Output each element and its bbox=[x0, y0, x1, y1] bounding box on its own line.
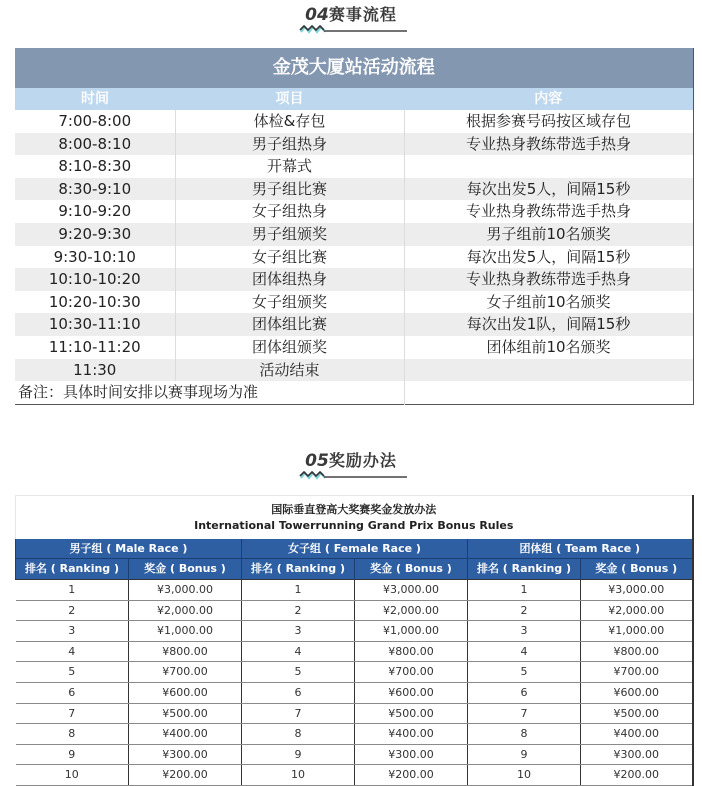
cell-ranking: 3 bbox=[468, 621, 581, 642]
section-number: 05 bbox=[305, 451, 329, 471]
cell-item: 团体组颁奖 bbox=[175, 336, 404, 359]
cell-content bbox=[404, 155, 693, 178]
bonus-row bbox=[16, 621, 693, 642]
cell-item: 男子组比赛 bbox=[175, 178, 404, 201]
bonus-caption bbox=[16, 496, 693, 540]
bonus-title-cn: 国际垂直登高大奖赛奖金发放办法 bbox=[271, 502, 437, 516]
cell-bonus: ¥600.00 bbox=[355, 682, 468, 703]
cell-ranking: 6 bbox=[16, 682, 129, 703]
cell-bonus: ¥400.00 bbox=[581, 724, 693, 745]
cell-ranking: 2 bbox=[16, 600, 129, 621]
cell-time: 8:00-8:10 bbox=[15, 133, 175, 156]
section-heading-bonus bbox=[0, 448, 702, 479]
cell-ranking: 6 bbox=[242, 682, 355, 703]
group-team: 团体组 ( Team Race ) bbox=[468, 539, 693, 559]
cell-time: 11:30 bbox=[15, 359, 175, 382]
bonus-row bbox=[16, 765, 693, 786]
header-bonus: 奖金 ( Bonus ) bbox=[129, 559, 242, 580]
cell-bonus: ¥300.00 bbox=[581, 744, 693, 765]
cell-item: 女子组比赛 bbox=[175, 246, 404, 269]
cell-ranking: 6 bbox=[468, 682, 581, 703]
header-item: 项目 bbox=[175, 88, 404, 110]
cell-content: 男子组前10名颁奖 bbox=[404, 223, 693, 246]
cell-bonus: ¥800.00 bbox=[129, 641, 242, 662]
cell-bonus: ¥600.00 bbox=[129, 682, 242, 703]
cell-bonus: ¥3,000.00 bbox=[129, 580, 242, 601]
schedule-row bbox=[15, 223, 693, 246]
cell-bonus: ¥200.00 bbox=[581, 765, 693, 786]
cell-ranking: 7 bbox=[16, 703, 129, 724]
cell-ranking: 5 bbox=[242, 662, 355, 683]
cell-time: 10:10-10:20 bbox=[15, 268, 175, 291]
cell-bonus: ¥500.00 bbox=[129, 703, 242, 724]
cell-content: 每次出发1队，间隔15秒 bbox=[404, 313, 693, 336]
cell-time: 7:00-8:00 bbox=[15, 110, 175, 133]
bonus-row bbox=[16, 580, 693, 601]
cell-content: 根据参赛号码按区域存包 bbox=[404, 110, 693, 133]
section-title: 赛事流程 bbox=[328, 5, 397, 24]
cell-ranking: 1 bbox=[468, 580, 581, 601]
cell-time: 9:20-9:30 bbox=[15, 223, 175, 246]
cell-time: 11:10-11:20 bbox=[15, 336, 175, 359]
cell-ranking: 8 bbox=[16, 724, 129, 745]
cell-bonus: ¥400.00 bbox=[129, 724, 242, 745]
cell-item: 活动结束 bbox=[175, 359, 404, 382]
group-male: 男子组 ( Male Race ) bbox=[16, 539, 242, 559]
cell-ranking: 9 bbox=[242, 744, 355, 765]
cell-time: 10:20-10:30 bbox=[15, 291, 175, 314]
cell-bonus: ¥3,000.00 bbox=[355, 580, 468, 601]
cell-content bbox=[404, 359, 693, 382]
cell-bonus: ¥1,000.00 bbox=[129, 621, 242, 642]
cell-bonus: ¥700.00 bbox=[355, 662, 468, 683]
cell-ranking: 2 bbox=[242, 600, 355, 621]
cell-bonus: ¥1,000.00 bbox=[355, 621, 468, 642]
schedule-row bbox=[15, 178, 693, 201]
cell-bonus: ¥2,000.00 bbox=[581, 600, 693, 621]
group-female: 女子组 ( Female Race ) bbox=[242, 539, 468, 559]
cell-ranking: 8 bbox=[242, 724, 355, 745]
section-number: 04 bbox=[305, 5, 329, 25]
cell-item: 团体组比赛 bbox=[175, 313, 404, 336]
cell-bonus: ¥200.00 bbox=[129, 765, 242, 786]
schedule-row bbox=[15, 336, 693, 359]
schedule-row bbox=[15, 291, 693, 314]
schedule-row bbox=[15, 110, 693, 133]
cell-ranking: 9 bbox=[16, 744, 129, 765]
bonus-table bbox=[15, 495, 694, 786]
cell-bonus: ¥300.00 bbox=[355, 744, 468, 765]
header-ranking: 排名 ( Ranking ) bbox=[16, 559, 129, 580]
schedule-table bbox=[15, 48, 694, 405]
cell-ranking: 8 bbox=[468, 724, 581, 745]
schedule-row bbox=[15, 133, 693, 156]
cell-ranking: 3 bbox=[242, 621, 355, 642]
header-ranking: 排名 ( Ranking ) bbox=[468, 559, 581, 580]
section-heading-schedule bbox=[0, 2, 702, 33]
cell-time: 9:10-9:20 bbox=[15, 200, 175, 223]
cell-content: 专业热身教练带选手热身 bbox=[404, 133, 693, 156]
bonus-row bbox=[16, 641, 693, 662]
cell-bonus: ¥800.00 bbox=[581, 641, 693, 662]
cell-ranking: 3 bbox=[16, 621, 129, 642]
cell-ranking: 1 bbox=[242, 580, 355, 601]
bonus-row bbox=[16, 662, 693, 683]
bonus-row bbox=[16, 724, 693, 745]
schedule-row bbox=[15, 246, 693, 269]
cell-content: 专业热身教练带选手热身 bbox=[404, 200, 693, 223]
cell-item: 开幕式 bbox=[175, 155, 404, 178]
cell-item: 体检&存包 bbox=[175, 110, 404, 133]
cell-ranking: 10 bbox=[16, 765, 129, 786]
header-time: 时间 bbox=[15, 88, 175, 110]
cell-bonus: ¥700.00 bbox=[129, 662, 242, 683]
bonus-row bbox=[16, 682, 693, 703]
bonus-row bbox=[16, 744, 693, 765]
cell-bonus: ¥800.00 bbox=[355, 641, 468, 662]
cell-bonus: ¥500.00 bbox=[355, 703, 468, 724]
schedule-title: 金茂大厦站活动流程 bbox=[15, 48, 693, 88]
cell-bonus: ¥3,000.00 bbox=[581, 580, 693, 601]
cell-content: 女子组前10名颁奖 bbox=[404, 291, 693, 314]
cell-content: 每次出发5人，间隔15秒 bbox=[404, 178, 693, 201]
cell-ranking: 4 bbox=[16, 641, 129, 662]
cell-time: 10:30-11:10 bbox=[15, 313, 175, 336]
cell-item: 女子组颁奖 bbox=[175, 291, 404, 314]
cell-bonus: ¥1,000.00 bbox=[581, 621, 693, 642]
cell-ranking: 4 bbox=[242, 641, 355, 662]
cell-ranking: 2 bbox=[468, 600, 581, 621]
section-title: 奖励办法 bbox=[328, 451, 397, 470]
cell-bonus: ¥600.00 bbox=[581, 682, 693, 703]
cell-item: 团体组热身 bbox=[175, 268, 404, 291]
empty-cell bbox=[404, 381, 693, 404]
schedule-row bbox=[15, 268, 693, 291]
schedule-note-row bbox=[15, 381, 693, 404]
cell-time: 9:30-10:10 bbox=[15, 246, 175, 269]
cell-ranking: 9 bbox=[468, 744, 581, 765]
cell-bonus: ¥500.00 bbox=[581, 703, 693, 724]
cell-ranking: 5 bbox=[16, 662, 129, 683]
cell-content: 每次出发5人，间隔15秒 bbox=[404, 246, 693, 269]
cell-item: 男子组颁奖 bbox=[175, 223, 404, 246]
cell-bonus: ¥2,000.00 bbox=[355, 600, 468, 621]
bonus-row bbox=[16, 703, 693, 724]
schedule-row bbox=[15, 155, 693, 178]
wave-underline-icon bbox=[299, 23, 409, 35]
schedule-note: 备注：具体时间安排以赛事现场为准 bbox=[15, 381, 404, 404]
header-ranking: 排名 ( Ranking ) bbox=[242, 559, 355, 580]
cell-content: 专业热身教练带选手热身 bbox=[404, 268, 693, 291]
bonus-row bbox=[16, 600, 693, 621]
cell-bonus: ¥700.00 bbox=[581, 662, 693, 683]
cell-bonus: ¥2,000.00 bbox=[129, 600, 242, 621]
cell-ranking: 1 bbox=[16, 580, 129, 601]
schedule-row bbox=[15, 359, 693, 382]
cell-ranking: 10 bbox=[468, 765, 581, 786]
header-bonus: 奖金 ( Bonus ) bbox=[355, 559, 468, 580]
schedule-row bbox=[15, 200, 693, 223]
cell-time: 8:10-8:30 bbox=[15, 155, 175, 178]
cell-time: 8:30-9:10 bbox=[15, 178, 175, 201]
cell-bonus: ¥300.00 bbox=[129, 744, 242, 765]
cell-ranking: 10 bbox=[242, 765, 355, 786]
cell-ranking: 5 bbox=[468, 662, 581, 683]
schedule-row bbox=[15, 313, 693, 336]
cell-content: 团体组前10名颁奖 bbox=[404, 336, 693, 359]
cell-item: 女子组热身 bbox=[175, 200, 404, 223]
cell-bonus: ¥400.00 bbox=[355, 724, 468, 745]
wave-underline-icon bbox=[299, 469, 409, 481]
cell-ranking: 7 bbox=[242, 703, 355, 724]
cell-item: 男子组热身 bbox=[175, 133, 404, 156]
header-bonus: 奖金 ( Bonus ) bbox=[581, 559, 693, 580]
header-content: 内容 bbox=[404, 88, 693, 110]
cell-ranking: 4 bbox=[468, 641, 581, 662]
cell-ranking: 7 bbox=[468, 703, 581, 724]
cell-bonus: ¥200.00 bbox=[355, 765, 468, 786]
bonus-title-en: International Towerrunning Grand Prix Bonus Rules bbox=[194, 518, 514, 532]
